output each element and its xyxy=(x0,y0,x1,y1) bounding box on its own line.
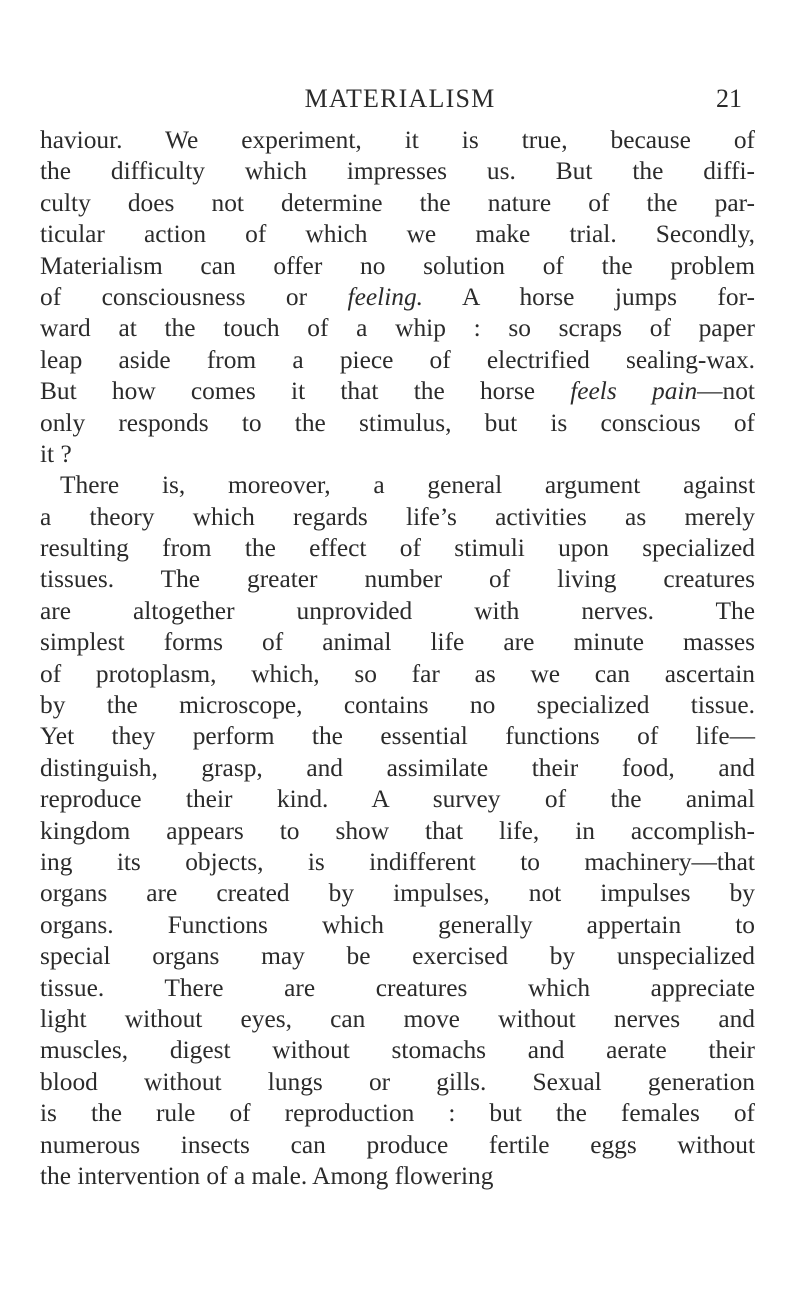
italic-text: feeling. xyxy=(347,282,423,311)
text-line: only responds to the stimulus, but is conscious of xyxy=(40,408,755,437)
text-line: kingdom appears to show that life, in accomplish- xyxy=(40,816,755,845)
text-line: organs are created by impulses, not impulses by xyxy=(40,879,755,908)
text-line: blood without lungs or gills. Sexual generation xyxy=(40,1067,755,1096)
text-line: reproduce their kind. A survey of the animal xyxy=(40,785,755,814)
text-line: special organs may be exercised by unspecialized xyxy=(40,942,755,971)
text-line: is the rule of reproduction : but the females of xyxy=(40,1099,755,1128)
text-line: ward at the touch of a whip : so scraps of paper xyxy=(40,314,755,343)
text-line: of consciousness or feeling. A horse jumps for- xyxy=(40,282,755,311)
text-line: Materialism can offer no solution of the problem xyxy=(40,251,755,280)
text-line: simplest forms of animal life are minute masses xyxy=(40,628,755,657)
paragraph xyxy=(40,125,755,470)
text-line: tissue. There are creatures which appreciate xyxy=(40,973,755,1002)
text-line: culty does not determine the nature of the par- xyxy=(40,188,755,217)
text-line: the difficulty which impresses us. But the diffi- xyxy=(40,157,755,186)
text-line: it ? xyxy=(40,439,72,468)
text-line: Yet they perform the essential functions of life— xyxy=(40,722,755,751)
text-line: the intervention of a male. Among flowering xyxy=(40,1161,494,1190)
text-line: distinguish, grasp, and assimilate their food, and xyxy=(40,753,755,782)
italic-text: feels pain xyxy=(570,377,698,406)
text-line: ticular action of which we make trial. Secondly, xyxy=(40,220,755,249)
text-line: haviour. We experiment, it is true, because of xyxy=(40,126,755,154)
text-line: tissues. The greater number of living creatures xyxy=(40,565,755,594)
text-line: light without eyes, can move without nerves and xyxy=(40,1004,755,1033)
page-number: 21 xyxy=(716,84,742,113)
text-line: numerous insects can produce fertile eggs without xyxy=(40,1130,755,1159)
text-line: are altogether unprovided with nerves. The xyxy=(40,596,755,625)
text-line: by the microscope, contains no specialized tissue. xyxy=(40,691,755,720)
text-line: organs. Functions which generally appertain to xyxy=(40,910,755,939)
text-line: But how comes it that the horse feels pain—not xyxy=(40,377,755,406)
text-line: ing its objects, is indifferent to machinery—that xyxy=(40,847,755,876)
text-line: There is, moreover, a general argument against xyxy=(60,471,755,500)
paragraph xyxy=(40,470,755,1192)
text-line: of protoplasm, which, so far as we can ascertain xyxy=(40,659,755,688)
text-line: a theory which regards life’s activities as merely xyxy=(40,502,755,531)
running-head-title: MATERIALISM xyxy=(304,84,496,113)
body-text xyxy=(40,125,755,1192)
text-line: muscles, digest without stomachs and aerate their xyxy=(40,1036,755,1065)
text-line: leap aside from a piece of electrified sealing-wax. xyxy=(40,345,755,374)
running-head xyxy=(40,84,760,120)
text-line: resulting from the effect of stimuli upon specialized xyxy=(40,534,755,563)
